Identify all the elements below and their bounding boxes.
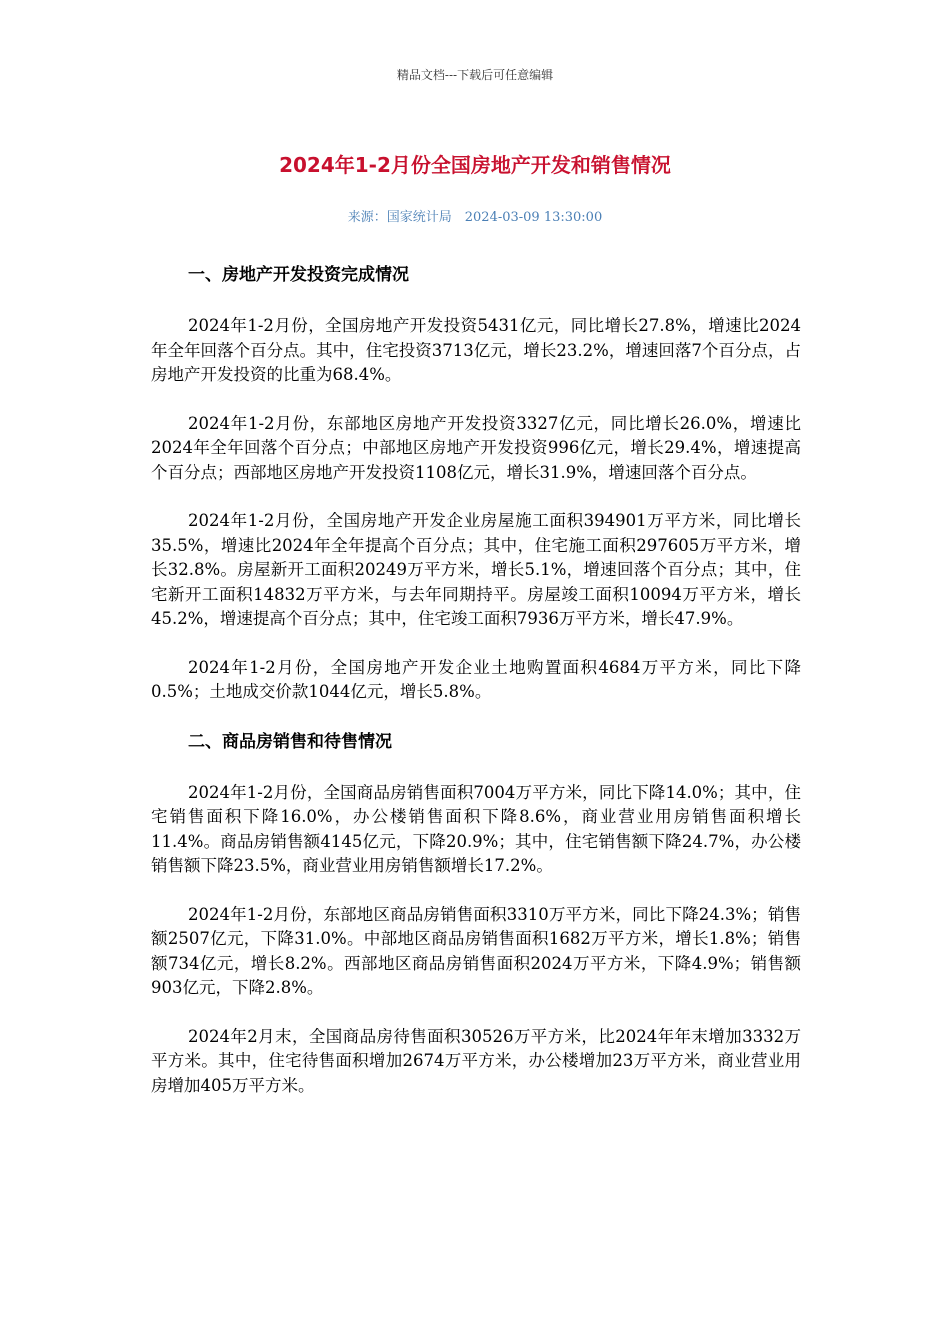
section-investment (151, 262, 801, 705)
source-line: 来源：国家统计局 2024-03-09 13:30:00 (347, 210, 603, 225)
paragraph: 2024年1-2月份，全国房地产开发企业土地购置面积4684万平方米，同比下降0.5%；土地成交价款1044亿元，增长5.8%。 (151, 657, 801, 701)
header-note: 精品文档---下载后可任意编辑 (396, 68, 554, 82)
paragraph: 2024年1-2月份，东部地区商品房销售面积3310万平方米，同比下降24.3%；销售额2507亿元，下降31.0%。中部地区商品房销售面积1682万平方米，增长1.8%；销售额734亿元，增长8.2%。西部地区商品房销售面积2024万平方米，下降4.9%；销售额903亿元，下降2.8%。 (151, 904, 801, 997)
paragraph: 2024年1-2月份，全国商品房销售面积7004万平方米，同比下降14.0%；其中，住宅销售面积下降16.0%，办公楼销售面积下降8.6%，商业营业用房销售面积增长11.4%。商品房销售额4145亿元，下降20.9%；其中，住宅销售额下降24.7%，办公楼销售额下降23.5%，商业营业用房销售额增长17.2%。 (151, 782, 801, 875)
paragraph: 2024年1-2月份，全国房地产开发企业房屋施工面积394901万平方米，同比增长35.5%，增速比2024年全年提高个百分点；其中，住宅施工面积297605万平方米，增长32.8%。房屋新开工面积20249万平方米，增长5.1%，增速回落个百分点；其中，住宅新开工面积14832万平方米，与去年同期持平。房屋竣工面积10094万平方米，增长45.2%，增速提高个百分点；其中，住宅竣工面积7936万平方米，增长47.9%。 (151, 511, 801, 628)
paragraph: 2024年2月末，全国商品房待售面积30526万平方米，比2024年年末增加3332万平方米。其中，住宅待售面积增加2674万平方米，办公楼增加23万平方米，商业营业用房增加405万平方米。 (151, 1026, 801, 1095)
article-body (151, 262, 801, 1122)
paragraph: 2024年1-2月份，东部地区房地产开发投资3327亿元，同比增长26.0%，增速比2024年全年回落个百分点；中部地区房地产开发投资996亿元，增长29.4%，增速提高个百分点；西部地区房地产开发投资1108亿元，增长31.9%，增速回落个百分点。 (151, 413, 801, 482)
paragraph: 2024年1-2月份，全国房地产开发投资5431亿元，同比增长27.8%，增速比2024年全年回落个百分点。其中，住宅投资3713亿元，增长23.2%，增速回落7个百分点，占房地产开发投资的比重为68.4%。 (151, 316, 801, 384)
page-title: 2024年1-2月份全国房地产开发和销售情况 (279, 153, 671, 177)
section-heading: 一、房地产开发投资完成情况 (188, 265, 409, 285)
section-sales (151, 729, 801, 1099)
section-heading: 二、商品房销售和待售情况 (188, 731, 392, 752)
